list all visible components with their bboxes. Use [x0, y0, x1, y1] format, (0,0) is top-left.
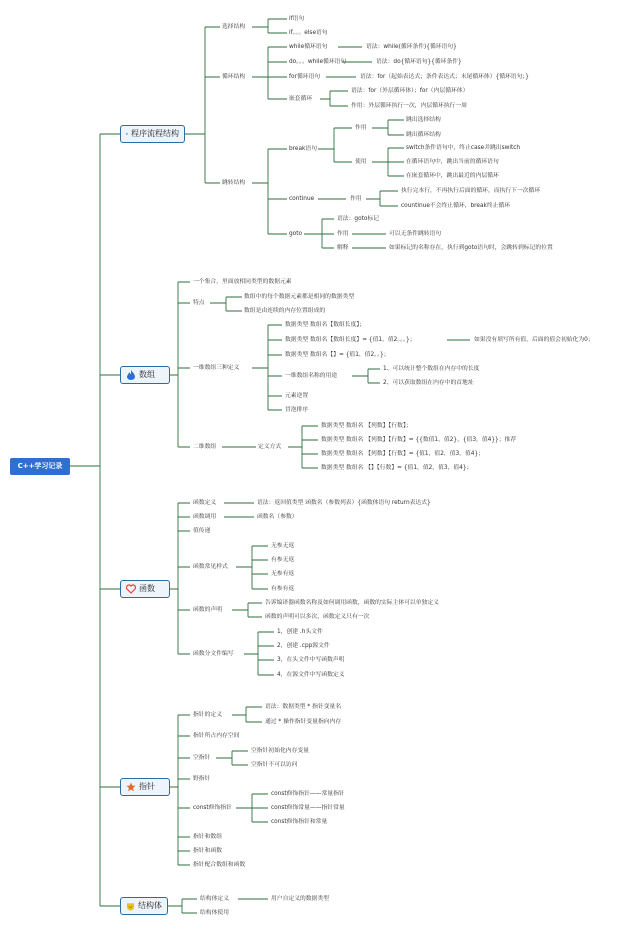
two-dim-def-1[interactable]: 数据类型 数组名 【列数】【行数】； [321, 423, 412, 429]
flag-icon [126, 129, 128, 139]
one-dim-def-3[interactable]: 数据类型 数组名【】= {值1，值2。。}； [285, 352, 390, 358]
break-statement[interactable]: break语句 [289, 146, 318, 152]
pointer-array[interactable]: 指针和数组 [193, 834, 222, 840]
break-effect-1[interactable]: 跳出选择结构 [406, 117, 441, 123]
array-feature-2[interactable]: 数组是由连续的内存位置组成的 [244, 308, 326, 314]
two-dim-array[interactable]: 二维数组 [193, 444, 217, 450]
wild-pointer[interactable]: 野指针 [193, 776, 211, 782]
break-use[interactable]: 使用 [355, 159, 367, 165]
func-split-1[interactable]: 1，创建 .h头文件 [277, 629, 323, 635]
one-dim-note[interactable]: 如果没有填写所有值，后面的值会初始化为0； [474, 337, 594, 343]
array-feature[interactable]: 特点 [193, 300, 205, 306]
continue-statement[interactable]: continue [289, 196, 315, 202]
star-icon [126, 782, 136, 792]
topic-flow-label: 程序流程结构 [131, 129, 179, 138]
null-pointer-2[interactable]: 空指针不可以访问 [251, 762, 298, 768]
break-effect-2[interactable]: 跳出循环结构 [406, 132, 441, 138]
two-dim-def-2[interactable]: 数据类型 数组名 【列数】【行数】= {{数值1，值2}，{值3，值4}}；推荐 [321, 437, 517, 443]
while-syntax[interactable]: 语法：while(循环条件){循环语句} [366, 44, 457, 50]
continue-effect[interactable]: 作用 [350, 196, 362, 202]
nested-use[interactable]: 作用：外层循环执行一次，内层循环执行一周 [351, 103, 467, 109]
array-name-use-2[interactable]: 2、可以获取数组在内存中的首地址 [383, 380, 474, 386]
func-decl-2[interactable]: 函数的声明可以多次，函数定义只有一次 [265, 614, 370, 620]
null-pointer-1[interactable]: 空指针初始化内存变量 [251, 748, 309, 754]
func-style-4[interactable]: 有参有返 [271, 586, 295, 592]
struct-usage[interactable]: 结构体使用 [200, 910, 229, 916]
func-call-syntax[interactable]: 函数名（参数） [257, 514, 298, 520]
topic-func-label: 函数 [139, 584, 155, 593]
array-name-use-1[interactable]: 1、可以统计整个数组在内存中的长度 [383, 366, 480, 372]
topic-struct[interactable] [120, 897, 168, 915]
goto-statement[interactable]: goto [289, 231, 303, 237]
topic-struct-label: 结构体 [138, 901, 162, 910]
two-dim-def-3[interactable]: 数据类型 数组名 【列数】【行数】= {值1，值2，值3，值4}； [321, 451, 484, 457]
func-split-3[interactable]: 3，在头文件中写函数声明 [277, 657, 345, 663]
loop-structure[interactable]: 循环结构 [222, 74, 246, 80]
for-syntax[interactable]: 语法：for（起始表达式；条件表达式；末尾循环体）{循环语句；} [360, 74, 529, 80]
topic-pointer-label: 指针 [139, 782, 155, 791]
one-dim-def-1[interactable]: 数据类型 数组名【数组长度】； [285, 322, 366, 328]
bubble-sort[interactable]: 冒泡排序 [285, 407, 309, 413]
func-declaration[interactable]: 函数的声明 [193, 607, 222, 613]
topic-array-label: 数组 [139, 370, 155, 379]
func-style-1[interactable]: 无参无返 [271, 543, 295, 549]
array-name-use[interactable]: 一维数组名称的用途 [285, 373, 338, 379]
const-pointer[interactable]: const修饰指针 [193, 805, 232, 811]
dowhile-loop[interactable]: do。。。while循环语句 [289, 59, 347, 65]
pointer-def-1[interactable]: 语法：数据类型 * 指针变量名 [265, 704, 342, 710]
func-split-files[interactable]: 函数分文件编写 [193, 651, 234, 657]
goto-explain-text[interactable]: 如果标记的名称存在，执行到goto语句时，会跳转到标记的位置 [389, 245, 553, 251]
nested-loop[interactable]: 嵌套循环 [289, 96, 313, 102]
pointer-definition[interactable]: 指针的定义 [193, 712, 222, 718]
const-pointer-3[interactable]: const修饰指针和常量 [271, 819, 328, 825]
root-node[interactable]: C++学习记录 [10, 458, 70, 475]
const-pointer-2[interactable]: const修饰常量——指针常量 [271, 805, 345, 811]
for-loop[interactable]: for循环语句 [289, 74, 321, 80]
continue-effect-2[interactable]: countinue不会终止循环，break终止循环 [401, 203, 511, 209]
const-pointer-1[interactable]: const修饰指针——常量指针 [271, 791, 345, 797]
goto-effect-text[interactable]: 可以无条件跳转语句 [389, 231, 442, 237]
select-structure[interactable]: 选择结构 [222, 24, 246, 30]
one-dim-def-2[interactable]: 数据类型 数组名【数组长度】= {值1，值2。。。}； [285, 337, 416, 343]
func-def-syntax[interactable]: 语法：返回值类型 函数名（参数列表）{函数体语句 return表达式} [257, 500, 431, 506]
while-loop[interactable]: while循环语句 [289, 44, 328, 50]
func-definition[interactable]: 函数定义 [193, 500, 217, 506]
pointer-function[interactable]: 指针和函数 [193, 848, 222, 854]
func-decl-1[interactable]: 告诉编译器函数名称及如何调用函数，函数的实际主体可以单独定义 [265, 600, 439, 606]
one-dim-array[interactable]: 一维数组三种定义 [193, 365, 240, 371]
heart-icon [126, 584, 136, 594]
dowhile-syntax[interactable]: 语法：do{循环语句}{循环条件} [376, 59, 462, 65]
topic-pointer[interactable] [120, 778, 170, 796]
func-call[interactable]: 函数调用 [193, 514, 217, 520]
topic-func[interactable] [120, 580, 170, 598]
two-dim-def[interactable]: 定义方式 [258, 444, 282, 450]
smile-icon [126, 901, 135, 911]
goto-explain[interactable]: 解释 [337, 245, 349, 251]
break-effect[interactable]: 作用 [355, 125, 367, 131]
func-split-4[interactable]: 4，在源文件中写函数定义 [277, 672, 345, 678]
continue-effect-1[interactable]: 执行完本行，不再执行后面的循环，而执行下一次循环 [401, 188, 541, 194]
jump-structure[interactable]: 跳转结构 [222, 180, 246, 186]
pointer-def-2[interactable]: 通过 * 操作指针变量指向内存 [265, 719, 342, 725]
pass-by-value[interactable]: 值传递 [193, 528, 211, 534]
func-split-2[interactable]: 2，创建 .cpp源文件 [277, 643, 330, 649]
func-styles[interactable]: 函数常见样式 [193, 564, 228, 570]
struct-definition[interactable]: 结构体定义 [200, 896, 229, 902]
if-else-statement[interactable]: if。。。else语句 [289, 30, 328, 36]
two-dim-def-4[interactable]: 数据类型 数组名 【】【行数】= {值1，值2，值3，值4}； [321, 465, 473, 471]
break-use-1[interactable]: switch条件语句中，终止case并跳出switch [406, 145, 521, 151]
goto-effect[interactable]: 作用 [337, 231, 349, 237]
array-feature-1[interactable]: 数组中的每个数据元素都是相同的数据类型 [244, 294, 355, 300]
func-style-2[interactable]: 有参无返 [271, 557, 295, 563]
break-use-3[interactable]: 在嵌套循环中，跳出最近的内层循环 [406, 173, 499, 179]
pointer-combo[interactable]: 指针配合数组和函数 [193, 862, 246, 868]
array-reverse[interactable]: 元素逆置 [285, 393, 309, 399]
topic-array[interactable] [120, 366, 170, 384]
goto-syntax[interactable]: 语法：goto标记 [337, 216, 380, 222]
break-use-2[interactable]: 在循环语句中，跳出当前的循环语句 [406, 159, 499, 165]
fire-icon [126, 370, 136, 380]
nested-syntax[interactable]: 语法：for（外层循环体）；for（内层循环体） [351, 88, 469, 94]
func-style-3[interactable]: 无参有返 [271, 571, 295, 577]
pointer-memory[interactable]: 指针所占内存空间 [193, 733, 240, 739]
null-pointer[interactable]: 空指针 [193, 755, 211, 761]
array-definition[interactable]: 一个集合，里面放相同类型的数据元素 [193, 279, 292, 285]
struct-def-text[interactable]: 用户自定义的数据类型 [271, 896, 329, 902]
if-statement[interactable]: if语句 [289, 16, 305, 22]
topic-flow[interactable] [120, 125, 185, 143]
